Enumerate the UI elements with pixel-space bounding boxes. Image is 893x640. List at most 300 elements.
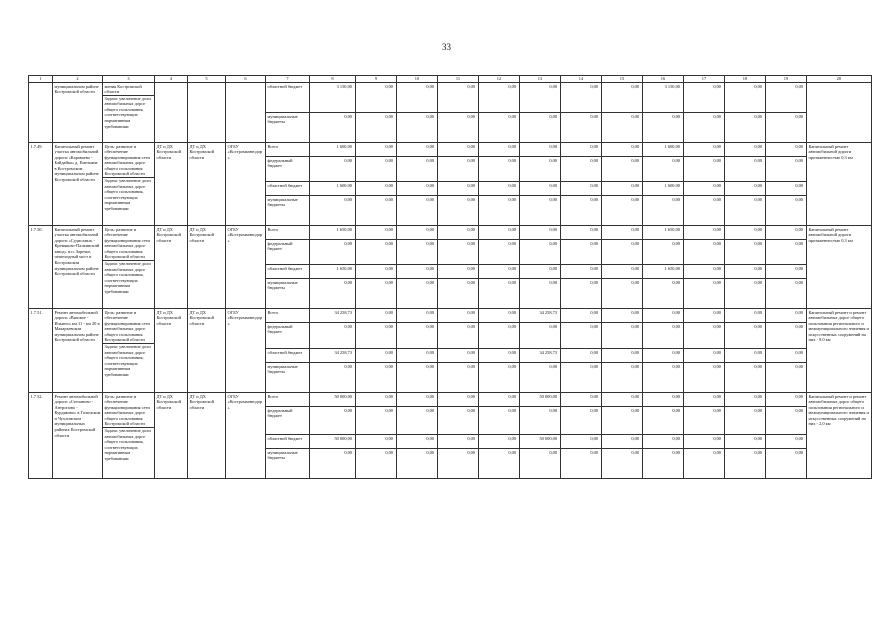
amount-cell: 50 000,00: [520, 435, 561, 449]
amount-cell: 50 000,00: [310, 393, 356, 407]
executor-cell: ДТ и ДХ Костромской области: [155, 226, 188, 309]
amount-cell: 0,00: [643, 113, 684, 143]
amount-cell: 0,00: [397, 279, 438, 309]
goal-task-cell: [103, 143, 155, 226]
item-name-cell: Капитальный ремонт участка автомобильной дороги «Судиславль - Кремяково-Палкинский завод» н.п. Заречье, пешеходный мост в Костромском муниципальном районе Костромской области: [53, 226, 103, 309]
amount-cell: 0,00: [561, 363, 602, 393]
amount-cell: 0,00: [356, 449, 397, 479]
amount-cell: 1 600,00: [310, 143, 356, 157]
executor-cell: [155, 83, 188, 143]
column-number-header: 4: [155, 76, 188, 83]
amount-cell: 0,00: [725, 83, 766, 113]
amount-cell: 0,00: [438, 143, 479, 157]
funding-source-cell: областной бюджет: [266, 83, 310, 113]
amount-cell: 0,00: [725, 435, 766, 449]
amount-cell: 0,00: [520, 196, 561, 226]
amount-cell: 0,00: [725, 349, 766, 363]
amount-cell: 50 000,00: [520, 393, 561, 407]
amount-cell: 1 650,00: [310, 265, 356, 279]
amount-cell: 0,00: [602, 435, 643, 449]
task-text: Задача: увеличение доли автомобильных дорог общего пользования, соответствующих нормативным требованиям: [103, 427, 154, 462]
amount-cell: 0,00: [438, 157, 479, 182]
funding-source-cell: областной бюджет: [266, 265, 310, 279]
amount-cell: 0,00: [561, 323, 602, 349]
amount-cell: 0,00: [479, 393, 520, 407]
amount-cell: 0,00: [561, 113, 602, 143]
column-number-header: 10: [397, 76, 438, 83]
amount-cell: 0,00: [479, 265, 520, 279]
amount-cell: 0,00: [438, 279, 479, 309]
funding-source-cell: областной бюджет: [266, 349, 310, 363]
goal-task-cell: [103, 226, 155, 309]
amount-cell: 0,00: [438, 182, 479, 196]
table-row: [29, 309, 872, 323]
amount-cell: 0,00: [310, 363, 356, 393]
amount-cell: 0,00: [766, 182, 807, 196]
amount-cell: 0,00: [310, 407, 356, 435]
result-cell: Капитальный ремонт и ремонт автомобильных дорог общего пользования регионального и межмуниципального значения и искусственных сооружений на них - 2,0 км: [807, 393, 872, 479]
amount-cell: 0,00: [725, 393, 766, 407]
amount-cell: 0,00: [479, 196, 520, 226]
amount-cell: 0,00: [725, 196, 766, 226]
amount-cell: 0,00: [520, 240, 561, 265]
amount-cell: 0,00: [643, 323, 684, 349]
amount-cell: 0,00: [397, 449, 438, 479]
amount-cell: 0,00: [643, 393, 684, 407]
amount-cell: 0,00: [684, 113, 725, 143]
amount-cell: 0,00: [438, 363, 479, 393]
amount-cell: 0,00: [602, 449, 643, 479]
funding-source-cell: муниципальные бюджеты: [266, 449, 310, 479]
amount-cell: 0,00: [397, 393, 438, 407]
amount-cell: 0,00: [561, 265, 602, 279]
amount-cell: 0,00: [520, 279, 561, 309]
amount-cell: 0,00: [725, 449, 766, 479]
executor-cell: ОГБУ «Костромаавтодор»: [226, 226, 266, 309]
column-number-header: 13: [520, 76, 561, 83]
amount-cell: 0,00: [520, 157, 561, 182]
amount-cell: 0,00: [397, 363, 438, 393]
amount-cell: 0,00: [725, 182, 766, 196]
amount-cell: 1 600,00: [643, 143, 684, 157]
column-number-header: 7: [266, 76, 310, 83]
amount-cell: 0,00: [356, 323, 397, 349]
funding-source-cell: Всего: [266, 226, 310, 240]
table-body: [29, 76, 872, 479]
amount-cell: 0,00: [356, 349, 397, 363]
amount-cell: 0,00: [643, 363, 684, 393]
amount-cell: 0,00: [766, 309, 807, 323]
amount-cell: 0,00: [479, 449, 520, 479]
amount-cell: 0,00: [356, 393, 397, 407]
amount-cell: 0,00: [397, 407, 438, 435]
column-number-header: 3: [103, 76, 155, 83]
amount-cell: 0,00: [561, 449, 602, 479]
amount-cell: 0,00: [766, 196, 807, 226]
amount-cell: 0,00: [561, 157, 602, 182]
amount-cell: 0,00: [725, 309, 766, 323]
amount-cell: 0,00: [438, 196, 479, 226]
amount-cell: 0,00: [479, 309, 520, 323]
amount-cell: 0,00: [438, 83, 479, 113]
item-name-cell: Ремонт автомобильной дороги «Вязовое - Ильино» км 11 - км 20 в Макарьевском муниципальном районе Костромской области: [53, 309, 103, 393]
amount-cell: 0,00: [397, 143, 438, 157]
goal-text: Цель: развитие и обеспечение функционирования сети автомобильных дорог общего пользования Костромской области: [104, 393, 150, 427]
item-name-cell: Ремонт автомобильной дороги «Степаново - Антропово - Курдяково» в Галичском и Чухломском муниципальных районах Костромской области: [53, 393, 103, 479]
amount-cell: 0,00: [766, 349, 807, 363]
executor-cell: ДТ и ДХ Костромской области: [188, 143, 226, 226]
amount-cell: 0,00: [643, 240, 684, 265]
amount-cell: 0,00: [602, 182, 643, 196]
amount-cell: 1 650,00: [643, 226, 684, 240]
amount-cell: 0,00: [602, 196, 643, 226]
amount-cell: 0,00: [356, 113, 397, 143]
amount-cell: 0,00: [479, 83, 520, 113]
amount-cell: 34 258,73: [520, 349, 561, 363]
column-number-header: 18: [725, 76, 766, 83]
amount-cell: 0,00: [684, 323, 725, 349]
funding-source-cell: федеральный бюджет: [266, 407, 310, 435]
amount-cell: 0,00: [438, 323, 479, 349]
amount-cell: 0,00: [643, 407, 684, 435]
result-cell: Капитальный ремонт автомобильной дороги протяженностью 0,3 км: [807, 226, 872, 309]
amount-cell: 0,00: [643, 309, 684, 323]
amount-cell: 0,00: [766, 83, 807, 113]
amount-cell: 0,00: [310, 196, 356, 226]
amount-cell: 0,00: [684, 182, 725, 196]
amount-cell: 0,00: [766, 226, 807, 240]
column-number-header: 9: [356, 76, 397, 83]
amount-cell: 0,00: [766, 265, 807, 279]
amount-cell: 0,00: [479, 226, 520, 240]
amount-cell: 0,00: [684, 279, 725, 309]
funding-source-cell: муниципальные бюджеты: [266, 279, 310, 309]
amount-cell: 3 150,00: [643, 83, 684, 113]
amount-cell: 0,00: [356, 196, 397, 226]
executor-cell: ДТ и ДХ Костромской области: [188, 309, 226, 393]
column-number-header: 2: [53, 76, 103, 83]
header-row: [29, 76, 872, 83]
column-number-header: 12: [479, 76, 520, 83]
executor-cell: ДТ и ДХ Костромской области: [155, 143, 188, 226]
amount-cell: 0,00: [397, 435, 438, 449]
amount-cell: 0,00: [520, 363, 561, 393]
column-number-header: 11: [438, 76, 479, 83]
funding-source-cell: областной бюджет: [266, 435, 310, 449]
amount-cell: 0,00: [561, 182, 602, 196]
amount-cell: 0,00: [356, 279, 397, 309]
amount-cell: 0,00: [725, 265, 766, 279]
executor-cell: ДТ и ДХ Костромской области: [155, 393, 188, 479]
amount-cell: 1 650,00: [310, 226, 356, 240]
item-number-cell: 1.7.51.: [29, 309, 53, 393]
amount-cell: 0,00: [356, 157, 397, 182]
amount-cell: 0,00: [602, 240, 643, 265]
amount-cell: 0,00: [643, 196, 684, 226]
amount-cell: 0,00: [602, 349, 643, 363]
column-number-header: 1: [29, 76, 53, 83]
amount-cell: 0,00: [479, 363, 520, 393]
amount-cell: 0,00: [643, 449, 684, 479]
amount-cell: 0,00: [684, 349, 725, 363]
amount-cell: 0,00: [766, 407, 807, 435]
goal-task-cell: [103, 393, 155, 479]
amount-cell: 0,00: [310, 240, 356, 265]
amount-cell: 0,00: [397, 182, 438, 196]
amount-cell: 1 600,00: [643, 182, 684, 196]
amount-cell: 0,00: [479, 157, 520, 182]
amount-cell: 0,00: [356, 83, 397, 113]
funding-source-cell: федеральный бюджет: [266, 240, 310, 265]
amount-cell: 0,00: [356, 226, 397, 240]
goal-task-cell: [103, 83, 155, 143]
amount-cell: 0,00: [310, 449, 356, 479]
amount-cell: 0,00: [643, 435, 684, 449]
amount-cell: 0,00: [520, 323, 561, 349]
amount-cell: 0,00: [438, 265, 479, 279]
table-row: [29, 393, 872, 407]
amount-cell: 0,00: [356, 435, 397, 449]
amount-cell: 0,00: [397, 309, 438, 323]
amount-cell: 0,00: [766, 435, 807, 449]
amount-cell: 0,00: [725, 407, 766, 435]
amount-cell: 0,00: [561, 196, 602, 226]
amount-cell: 0,00: [356, 309, 397, 323]
amount-cell: 34 258,73: [310, 349, 356, 363]
amount-cell: 50 000,00: [310, 435, 356, 449]
amount-cell: 0,00: [684, 83, 725, 113]
column-number-header: 5: [188, 76, 226, 83]
amount-cell: 0,00: [684, 407, 725, 435]
amount-cell: 0,00: [602, 265, 643, 279]
amount-cell: 0,00: [684, 265, 725, 279]
executor-cell: ОГБУ «Костромаавтодор»: [226, 143, 266, 226]
amount-cell: 0,00: [561, 279, 602, 309]
amount-cell: 0,00: [310, 323, 356, 349]
amount-cell: 0,00: [479, 323, 520, 349]
amount-cell: 0,00: [397, 240, 438, 265]
funding-source-cell: муниципальные бюджеты: [266, 196, 310, 226]
amount-cell: 0,00: [310, 157, 356, 182]
amount-cell: 0,00: [725, 157, 766, 182]
funding-source-cell: областной бюджет: [266, 182, 310, 196]
amount-cell: 0,00: [438, 113, 479, 143]
amount-cell: 0,00: [356, 182, 397, 196]
amount-cell: 0,00: [438, 309, 479, 323]
amount-cell: 0,00: [725, 323, 766, 349]
amount-cell: 0,00: [438, 349, 479, 363]
amount-cell: 0,00: [602, 309, 643, 323]
task-text: Задача: увеличение доли автомобильных дорог общего пользования, соответствующих нормативным требованиям: [103, 260, 154, 295]
table-row: [29, 83, 872, 113]
item-number-cell: 1.7.52.: [29, 393, 53, 479]
amount-cell: 0,00: [397, 226, 438, 240]
amount-cell: 0,00: [397, 113, 438, 143]
column-number-header: 19: [766, 76, 807, 83]
amount-cell: 0,00: [561, 83, 602, 113]
amount-cell: 0,00: [725, 226, 766, 240]
amount-cell: 34 258,73: [520, 309, 561, 323]
amount-cell: 1 650,00: [643, 265, 684, 279]
amount-cell: 0,00: [397, 157, 438, 182]
column-number-header: 8: [310, 76, 356, 83]
amount-cell: 0,00: [438, 226, 479, 240]
amount-cell: 0,00: [310, 279, 356, 309]
column-number-header: 14: [561, 76, 602, 83]
goal-task-cell: [103, 309, 155, 393]
amount-cell: 0,00: [397, 83, 438, 113]
amount-cell: 0,00: [561, 435, 602, 449]
amount-cell: 0,00: [602, 143, 643, 157]
amount-cell: 0,00: [561, 226, 602, 240]
amount-cell: 0,00: [643, 279, 684, 309]
amount-cell: 0,00: [479, 182, 520, 196]
goal-text: жения Костромской области: [104, 83, 142, 95]
amount-cell: 0,00: [356, 407, 397, 435]
task-text: Задача: увеличение доли автомобильных дорог общего пользования, соответствующих нормативным требованиям: [103, 343, 154, 378]
table-row: [29, 226, 872, 240]
executor-cell: ДТ и ДХ Костромской области: [188, 226, 226, 309]
amount-cell: 0,00: [766, 393, 807, 407]
amount-cell: 0,00: [766, 279, 807, 309]
funding-source-cell: Всего: [266, 393, 310, 407]
column-number-header: 16: [643, 76, 684, 83]
amount-cell: 0,00: [397, 349, 438, 363]
amount-cell: 0,00: [766, 240, 807, 265]
funding-source-cell: федеральный бюджет: [266, 157, 310, 182]
amount-cell: 0,00: [602, 226, 643, 240]
amount-cell: 0,00: [356, 240, 397, 265]
amount-cell: 0,00: [356, 143, 397, 157]
table-row: [29, 143, 872, 157]
amount-cell: 0,00: [561, 309, 602, 323]
amount-cell: 0,00: [684, 393, 725, 407]
item-name: муниципальном районе Костромской области: [54, 83, 99, 95]
amount-cell: 0,00: [766, 323, 807, 349]
amount-cell: 0,00: [602, 157, 643, 182]
amount-cell: 0,00: [602, 363, 643, 393]
column-number-header: 6: [226, 76, 266, 83]
funding-source-cell: муниципальные бюджеты: [266, 113, 310, 143]
amount-cell: 0,00: [561, 407, 602, 435]
amount-cell: 0,00: [725, 113, 766, 143]
goal-text: Цель: развитие и обеспечение функционирования сети автомобильных дорог общего пользования Костромской области: [104, 226, 150, 260]
amount-cell: 0,00: [438, 407, 479, 435]
amount-cell: 0,00: [602, 83, 643, 113]
amount-cell: 0,00: [561, 240, 602, 265]
amount-cell: 0,00: [479, 143, 520, 157]
amount-cell: 0,00: [479, 407, 520, 435]
executor-cell: ОГБУ «Костромаавтодор»: [226, 393, 266, 479]
column-number-header: 20: [807, 76, 872, 83]
amount-cell: 34 258,73: [310, 309, 356, 323]
amount-cell: 0,00: [725, 279, 766, 309]
amount-cell: 0,00: [684, 240, 725, 265]
amount-cell: 0,00: [561, 393, 602, 407]
amount-cell: 0,00: [479, 435, 520, 449]
program-table: [28, 75, 872, 479]
amount-cell: 0,00: [438, 435, 479, 449]
amount-cell: 0,00: [438, 240, 479, 265]
amount-cell: 0,00: [356, 265, 397, 279]
amount-cell: 0,00: [561, 143, 602, 157]
column-number-header: 15: [602, 76, 643, 83]
funding-source-cell: Всего: [266, 143, 310, 157]
amount-cell: 0,00: [766, 449, 807, 479]
amount-cell: 0,00: [766, 157, 807, 182]
amount-cell: 0,00: [725, 240, 766, 265]
amount-cell: 0,00: [725, 143, 766, 157]
amount-cell: 0,00: [438, 449, 479, 479]
amount-cell: 0,00: [684, 449, 725, 479]
amount-cell: 0,00: [766, 143, 807, 157]
item-number-cell: 1.7.49.: [29, 143, 53, 226]
amount-cell: 0,00: [397, 323, 438, 349]
item-name-cell: [53, 83, 103, 143]
amount-cell: 0,00: [602, 323, 643, 349]
executor-cell: [188, 83, 226, 143]
funding-source-cell: Всего: [266, 309, 310, 323]
executor-cell: ДТ и ДХ Костромской области: [188, 393, 226, 479]
amount-cell: 0,00: [684, 309, 725, 323]
amount-cell: 0,00: [479, 240, 520, 265]
amount-cell: 0,00: [520, 226, 561, 240]
amount-cell: 0,00: [520, 113, 561, 143]
executor-cell: ОГБУ «Костромаавтодор»: [226, 309, 266, 393]
amount-cell: 0,00: [684, 157, 725, 182]
amount-cell: 0,00: [643, 157, 684, 182]
executor-cell: ДТ и ДХ Костромской области: [155, 309, 188, 393]
funding-source-cell: муниципальные бюджеты: [266, 363, 310, 393]
item-name-cell: Капитальный ремонт участка автомобильной дороги «Караваево - Байдайка» д. Емельяна в Костромском муниципальном районе Костромской области: [53, 143, 103, 226]
amount-cell: 0,00: [438, 393, 479, 407]
amount-cell: 0,00: [602, 279, 643, 309]
amount-cell: 0,00: [684, 143, 725, 157]
item-number-cell: 1.7.50.: [29, 226, 53, 309]
amount-cell: 0,00: [520, 83, 561, 113]
funding-source-cell: федеральный бюджет: [266, 323, 310, 349]
amount-cell: 0,00: [643, 349, 684, 363]
amount-cell: 0,00: [561, 349, 602, 363]
task-text: Задача: увеличение доли автомобильных дорог общего пользования, соответствующих нормативным требованиям: [103, 95, 154, 130]
amount-cell: 0,00: [310, 113, 356, 143]
amount-cell: 0,00: [479, 279, 520, 309]
amount-cell: 0,00: [766, 113, 807, 143]
amount-cell: 0,00: [356, 363, 397, 393]
amount-cell: 0,00: [397, 196, 438, 226]
task-text: Задача: увеличение доли автомобильных дорог общего пользования, соответствующих нормативным требованиям: [103, 177, 154, 212]
goal-text: Цель: развитие и обеспечение функционирования сети автомобильных дорог общего пользования Костромской области: [104, 143, 150, 177]
amount-cell: 0,00: [684, 226, 725, 240]
amount-cell: 0,00: [520, 449, 561, 479]
executor-cell: [226, 83, 266, 143]
amount-cell: 0,00: [684, 363, 725, 393]
amount-cell: 0,00: [520, 265, 561, 279]
amount-cell: 3 150,00: [310, 83, 356, 113]
amount-cell: 0,00: [520, 182, 561, 196]
page-number: 33: [442, 42, 451, 52]
amount-cell: 0,00: [602, 407, 643, 435]
result-cell: Капитальный ремонт и ремонт автомобильных дорог общего пользования регионального и межмуниципального значения и искусственных сооружений на них - 9,0 км: [807, 309, 872, 393]
amount-cell: 0,00: [766, 363, 807, 393]
amount-cell: 0,00: [684, 435, 725, 449]
item-number-cell: [29, 83, 53, 143]
amount-cell: 0,00: [520, 143, 561, 157]
amount-cell: 0,00: [479, 113, 520, 143]
result-cell: [807, 83, 872, 143]
amount-cell: 0,00: [725, 363, 766, 393]
amount-cell: 0,00: [684, 196, 725, 226]
